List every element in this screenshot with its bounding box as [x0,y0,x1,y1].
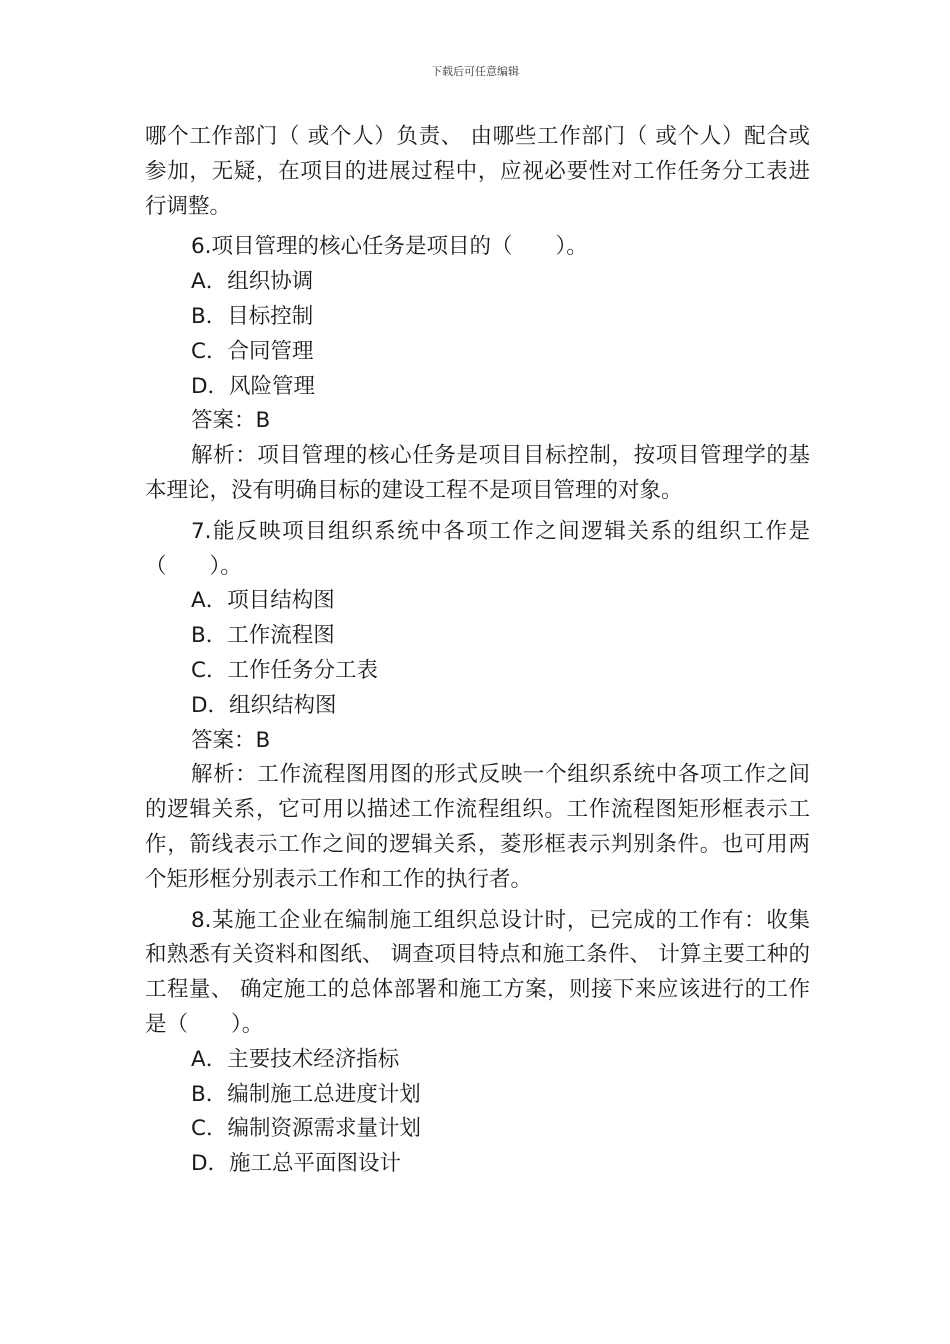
analysis: 解析：项目管理的核心任务是项目目标控制，按项目管理学的基本理论，没有明确目标的建设工程不是项目管理的对象。 [145,443,810,503]
answer: 答案：B [191,727,271,753]
intro-paragraph: 哪个工作部门（ 或个人）负责、 由哪些工作部门（ 或个人）配合或参加，无疑，在项目的进展过程中，应视必要性对工作任务分工表进行调整。 [145,124,810,219]
option-d: D．施工总平面图设计 [191,1151,402,1177]
option-b: B．工作流程图 [191,623,335,649]
option-b: B．目标控制 [191,303,314,329]
option-c: C．编制资源需求量计划 [191,1116,422,1142]
option-c: C．工作任务分工表 [191,657,379,683]
option-d: D．组织结构图 [191,692,337,718]
document-body [145,120,810,1182]
page-header: 下载后可任意编辑 [431,65,519,78]
option-a: A．组织协调 [191,269,314,295]
option-b: B．编制施工总进度计划 [191,1081,421,1107]
question-stem: 8.某施工企业在编制施工组织总设计时，已完成的工作有：收集和熟悉有关资料和图纸、 调查项目特点和施工条件、 计算主要工种的工程量、 确定施工的总体部署和施工方案，则接下来应该进行的工作是（ ）。 [145,907,810,1037]
question-7 [145,515,810,898]
question-stem: 7.能反映项目组织系统中各项工作之间逻辑关系的组织工作是（ ）。 [145,518,810,579]
option-a: A．项目结构图 [191,588,335,614]
option-c: C．合同管理 [191,338,314,364]
question-stem: 6.项目管理的核心任务是项目的（ ）。 [191,234,588,260]
question-8 [145,904,810,1182]
analysis: 解析：工作流程图用图的形式反映一个组织系统中各项工作之间的逻辑关系，它可用以描述工作流程组织。工作流程图矩形框表示工作，箭线表示工作之间的逻辑关系，菱形框表示判别条件。也可用两个矩形框分别表示工作和工作的执行者。 [145,762,810,892]
question-6 [145,230,810,508]
option-a: A．主要技术经济指标 [191,1046,400,1072]
answer: 答案：B [191,408,271,434]
option-d: D．风险管理 [191,373,316,399]
